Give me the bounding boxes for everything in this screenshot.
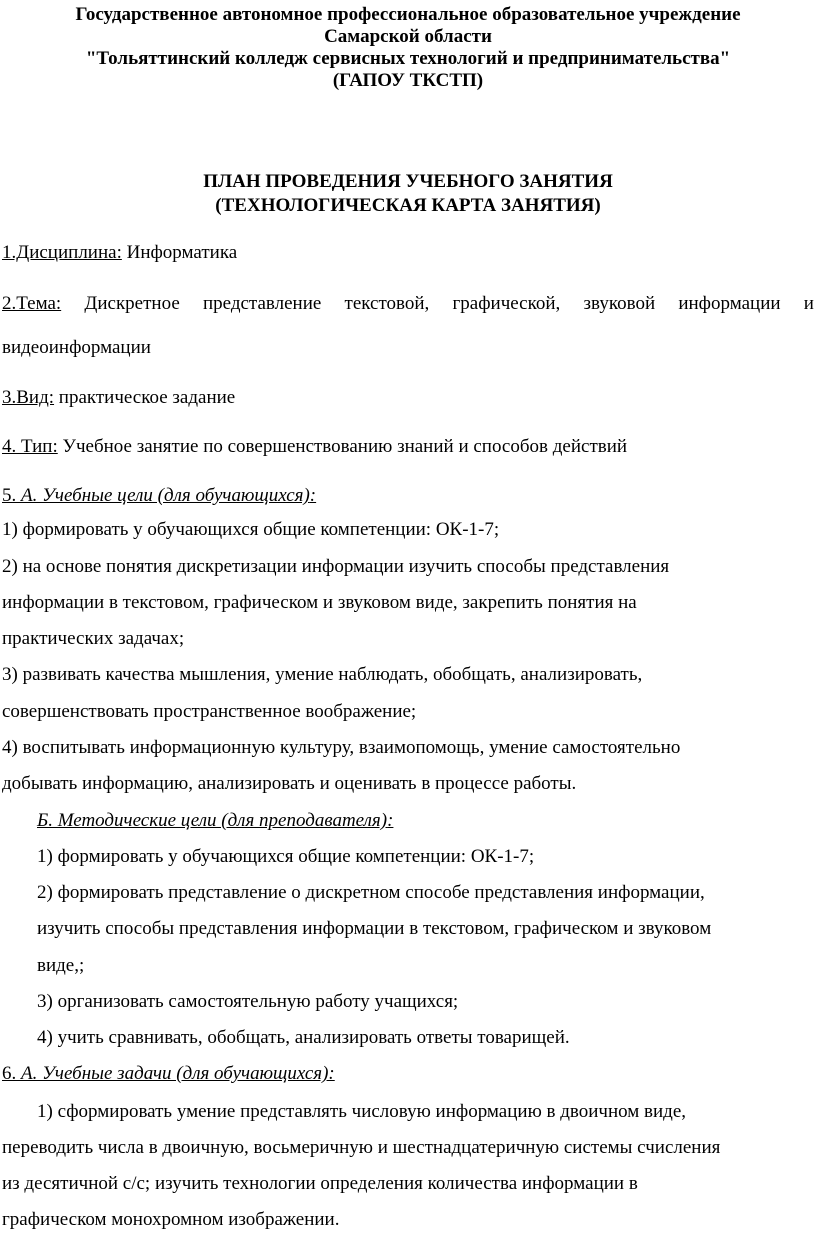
header-line: Самарской области	[324, 26, 492, 47]
goals-a-item: 3) развивать качества мышления, умение наблюдать, обобщать, анализировать,	[2, 664, 643, 685]
goals-a-colon: :	[309, 485, 317, 506]
topic-word: и	[803, 293, 814, 314]
goals-a-prefix: 5.	[2, 485, 21, 506]
type-row	[2, 436, 627, 458]
type-value: Учебное занятие по совершенствованию знаний и способов действий	[57, 436, 628, 457]
goals-a-item: 2) на основе понятия дискретизации информации изучить способы представления	[2, 556, 670, 577]
topic-word: звуковой	[583, 293, 656, 314]
topic-word: представление	[202, 293, 322, 314]
goals-b-item: изучить способы представления информации в текстовом, графическом и звуковом	[37, 918, 712, 939]
goals-b-title: Б. Методические цели (для преподавателя)	[37, 810, 388, 831]
discipline-label: 1.Дисциплина:	[2, 242, 122, 263]
goals-b-item: виде,;	[37, 955, 85, 976]
kind-row	[2, 387, 235, 409]
goals-b-item: 2) формировать представление о дискретном способе представления информации,	[37, 882, 705, 903]
tasks-a-prefix: 6.	[2, 1063, 21, 1084]
kind-value: практическое задание	[54, 387, 236, 408]
goals-b-heading	[37, 810, 393, 832]
topic-word: информации	[678, 293, 781, 314]
title-line-2: (ТЕХНОЛОГИЧЕСКАЯ КАРТА ЗАНЯТИЯ)	[215, 195, 601, 216]
discipline-value: Информатика	[121, 242, 238, 263]
goals-a-item: совершенствовать пространственное воображение;	[2, 701, 417, 722]
goals-a-item: информации в текстовом, графическом и звуковом виде, закрепить понятия на	[2, 592, 637, 613]
institution-header	[0, 4, 816, 92]
topic-word: Дискретное	[84, 293, 180, 314]
type-label: 4. Тип:	[2, 436, 58, 457]
goals-b-item: 3) организовать самостоятельную работу учащихся;	[37, 991, 459, 1012]
goals-a-heading	[2, 485, 316, 507]
goals-b-item: 4) учить сравнивать, обобщать, анализировать ответы товарищей.	[37, 1027, 570, 1048]
topic-continuation: видеоинформации	[2, 337, 151, 358]
topic-word: графической,	[452, 293, 561, 314]
title-line-1: ПЛАН ПРОВЕДЕНИЯ УЧЕБНОГО ЗАНЯТИЯ	[203, 171, 613, 192]
document-title	[0, 170, 816, 218]
goals-a-item: 1) формировать у обучающихся общие компетенции: ОК-1-7;	[2, 519, 500, 540]
discipline-row	[2, 242, 237, 264]
goals-b-item: 1) формировать у обучающихся общие компетенции: ОК-1-7;	[37, 846, 535, 867]
tasks-a-item: 1) сформировать умение представлять числовую информацию в двоичном виде,	[37, 1101, 687, 1122]
goals-a-title: А. Учебные цели (для обучающихся)	[21, 485, 310, 506]
kind-label: 3.Вид:	[2, 387, 55, 408]
goals-a-item: практических задачах;	[2, 628, 185, 649]
header-line: Государственное автономное профессиональное образовательное учреждение	[75, 4, 741, 25]
tasks-a-heading	[2, 1063, 335, 1085]
goals-b-colon: :	[387, 810, 394, 831]
tasks-a-item: графическом монохромном изображении.	[2, 1209, 340, 1230]
tasks-a-item: из десятичной с/с; изучить технологии определения количества информации в	[2, 1173, 638, 1194]
topic-row	[2, 293, 814, 315]
topic-label: 2.Тема:	[2, 293, 62, 314]
tasks-a-title: А. Учебные задачи (для обучающихся):	[21, 1063, 335, 1084]
tasks-a-item: переводить числа в двоичную, восьмеричную и шестнадцатеричную системы счисления	[2, 1137, 721, 1158]
header-line: (ГАПОУ ТКСТП)	[332, 70, 484, 91]
topic-word: текстовой,	[344, 293, 430, 314]
goals-a-item: 4) воспитывать информационную культуру, взаимопомощь, умение самостоятельно	[2, 737, 681, 758]
header-line: "Тольяттинский колледж сервисных технологий и предпринимательства"	[85, 48, 731, 69]
goals-a-item: добывать информацию, анализировать и оценивать в процессе работы.	[2, 773, 577, 794]
